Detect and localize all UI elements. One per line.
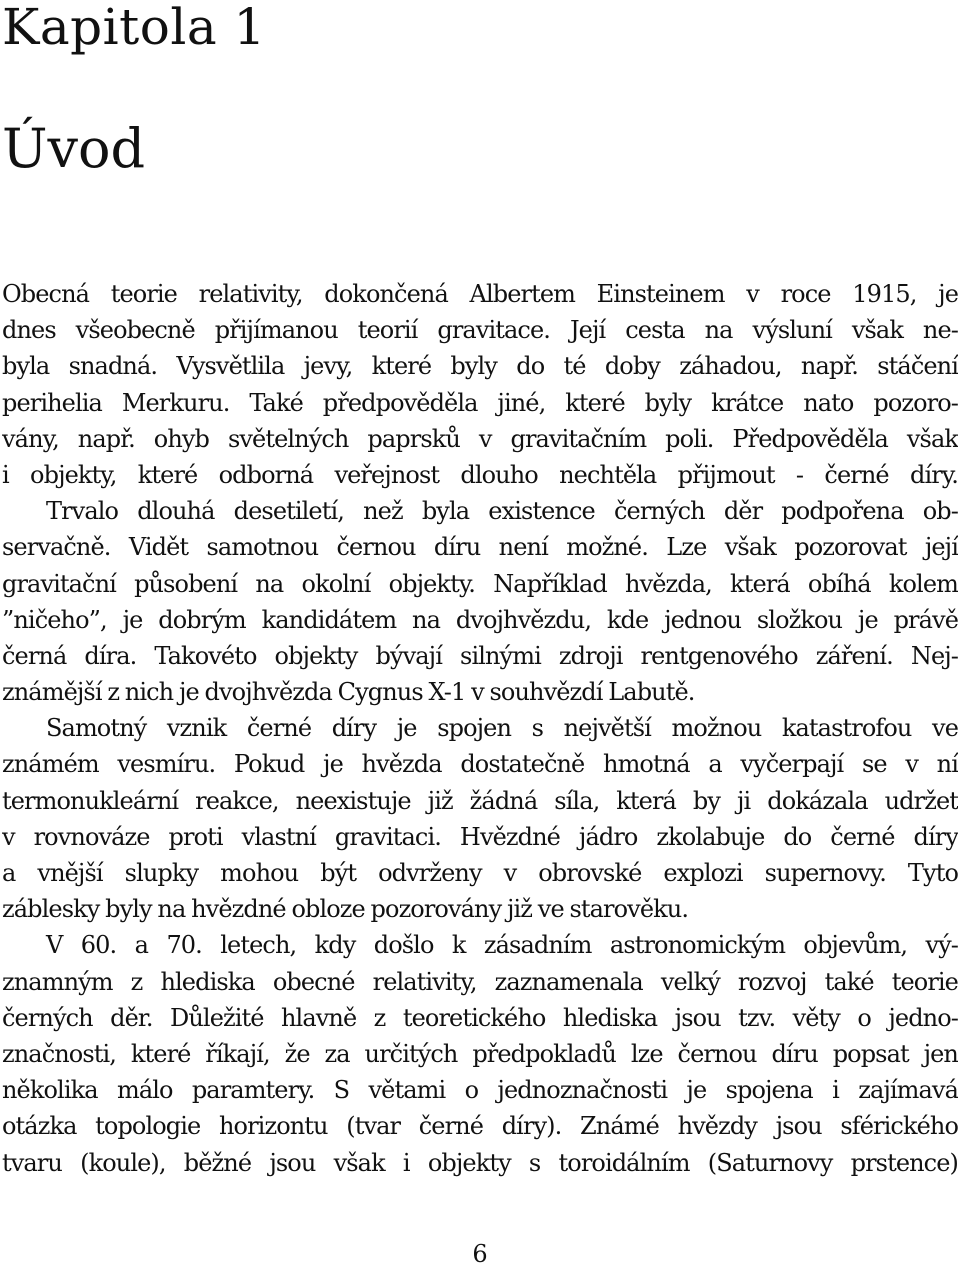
- body-text: [2, 276, 958, 1181]
- chapter-label: Kapitola 1: [2, 0, 266, 56]
- text-line: značnosti, které říkají, že za určitých předpokladů lze černou díru popsat jen: [2, 1039, 958, 1068]
- text-line: ”ničeho”, je dobrým kandidátem na dvojhvězdu, kde jednou složkou je právě: [2, 605, 958, 634]
- text-line: termonukleární reakce, neexistuje již žádná síla, která by ji dokázala udržet: [2, 786, 958, 815]
- text-line: Obecná teorie relativity, dokončená Albertem Einsteinem v roce 1915, je: [2, 280, 958, 308]
- text-line: Trvalo dlouhá desetiletí, než byla existence černých děr podpořena ob-: [46, 497, 958, 526]
- text-line: černá díra. Takovéto objekty bývají silnými zdroji rentgenového záření. Nej-: [2, 641, 958, 670]
- text-line: záblesky byly na hvězdné obloze pozorovány již ve starověku.: [2, 895, 689, 924]
- text-line: dnes všeobecně přijímanou teorií gravitace. Její cesta na výsluní však ne-: [2, 316, 958, 345]
- text-line: i objekty, které odborná veřejnost dlouho nechtěla přijmout - černé díry.: [2, 460, 958, 489]
- text-line: známém vesmíru. Pokud je hvězda dostatečně hmotná a vyčerpají se v ní: [2, 750, 958, 779]
- text-line: v rovnováze proti vlastní gravitaci. Hvězdné jádro zkolabuje do černé díry: [2, 822, 958, 851]
- page-number: 6: [472, 1240, 488, 1268]
- text-line: a vnější slupky mohou být odvrženy v obrovské explozi supernovy. Tyto: [2, 859, 958, 887]
- text-line: servačně. Vidět samotnou černou díru není možné. Lze však pozorovat její: [2, 533, 958, 562]
- text-line: byla snadná. Vysvětlila jevy, které byly do té doby záhadou, např. stáčení: [2, 352, 958, 381]
- text-line: gravitační působení na okolní objekty. Například hvězda, která obíhá kolem: [2, 569, 958, 598]
- text-line: otázka topologie horizontu (tvar černé díry). Známé hvězdy jsou sférického: [2, 1112, 958, 1141]
- chapter-title: Úvod: [2, 117, 146, 180]
- text-line: V 60. a 70. letech, kdy došlo k zásadním astronomickým objevům, vý-: [46, 931, 958, 960]
- text-line: několika málo paramtery. S větami o jednoznačnosti je spojena i zajímavá: [2, 1076, 958, 1105]
- text-line: vány, např. ohyb světelných paprsků v gravitačním poli. Předpověděla však: [2, 424, 958, 453]
- text-line: černých děr. Důležité hlavně z teoretického hlediska jsou tzv. věty o jedno-: [2, 1003, 958, 1032]
- text-line: známější z nich je dvojhvězda Cygnus X-1 v souhvězdí Labutě.: [2, 678, 695, 707]
- text-line: Samotný vznik černé díry je spojen s největší možnou katastrofou ve: [46, 714, 958, 743]
- text-line: tvaru (koule), běžné jsou však i objekty s toroidálním (Saturnovy prstence): [2, 1148, 958, 1177]
- text-line: perihelia Merkuru. Také předpověděla jiné, které byly krátce nato pozoro-: [2, 388, 958, 417]
- text-line: znamným z hlediska obecné relativity, zaznamenala velký rozvoj také teorie: [2, 967, 958, 996]
